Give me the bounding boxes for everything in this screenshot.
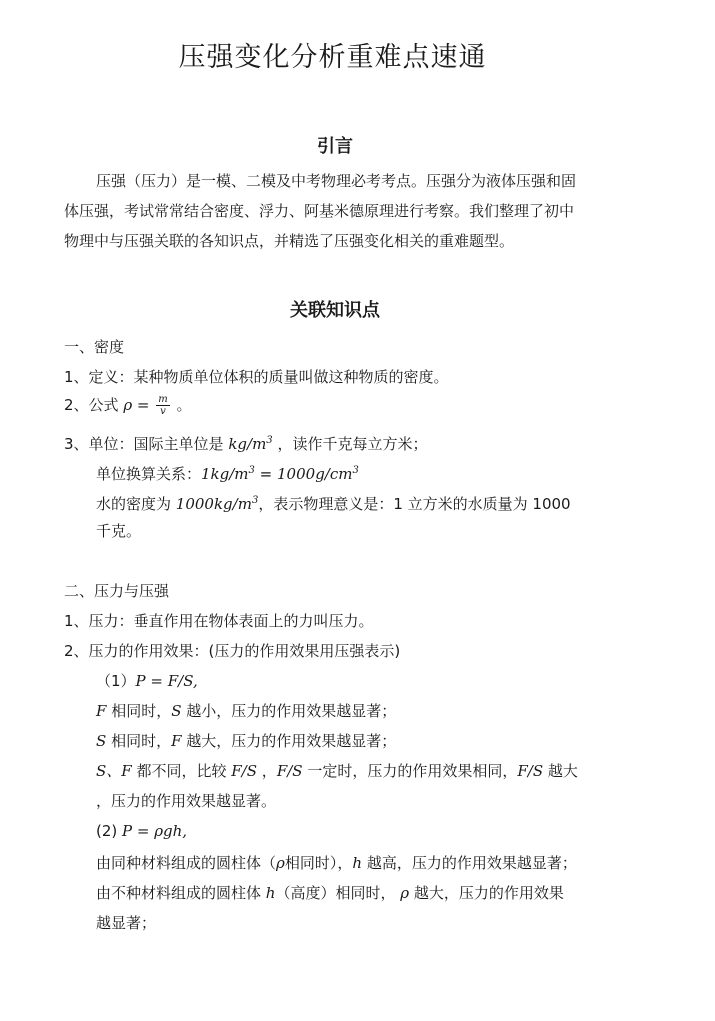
rule-line-5 (96, 882, 564, 904)
vars-s-f: S、F (96, 762, 132, 780)
rule-line-1 (96, 700, 396, 722)
unit-value-base: kg/m (228, 435, 267, 453)
rule-2-text: 越大，压力的作用效果越显著； (186, 732, 397, 750)
unit-prefix: 3、单位：国际主单位是 (64, 435, 224, 453)
conversion-b-exponent: 3 (352, 465, 359, 476)
conversion-b-base: 1000g/cm (277, 465, 353, 483)
rule-line-3 (96, 760, 578, 782)
rule-1-mid: 相同时， (111, 702, 172, 720)
density-heading: 一、密度 (64, 338, 125, 356)
rule-3-a: 都不同，比较 (136, 762, 227, 780)
unit-exponent: 3 (266, 435, 273, 446)
rule-2-mid: 相同时， (111, 732, 172, 750)
water-density-line-2: 千克。 (96, 522, 142, 540)
conversion-equals: = (254, 465, 278, 483)
water-value-base: 1000kg/m (175, 495, 252, 513)
rule-4-b: 相同时）， (284, 854, 353, 872)
formula-prefix: 2、公式 (64, 396, 119, 414)
formula-1-label: （1） (96, 672, 136, 690)
pressure-heading: 二、压力与压强 (64, 582, 170, 600)
conversion-a-exponent: 3 (248, 465, 255, 476)
var-f: F (171, 732, 182, 750)
rule-1-text: 越小，压力的作用效果越显著； (186, 702, 397, 720)
rule-line-3b: ，压力的作用效果越显著。 (96, 792, 277, 810)
water-prefix: 水的密度为 (96, 495, 172, 513)
formula-1-math: P = F/S, (135, 672, 198, 690)
var-s: S (171, 702, 182, 720)
formula-suffix: 。 (176, 396, 192, 414)
unit-conversion-line (96, 460, 359, 485)
fraction-numerator: m (158, 394, 168, 405)
formula-2-math: P = ρgh, (122, 822, 188, 840)
formula-2-line (96, 820, 187, 842)
unit-value (228, 435, 272, 453)
var-h: h (352, 854, 363, 872)
water-exponent: 3 (251, 495, 259, 506)
intro-line-1: 压强（压力）是一模、二模及中考物理必考考点。压强分为液体压强和固 (96, 172, 577, 190)
rule-4-a: 由同种材料组成的圆柱体（ (96, 854, 277, 872)
intro-line-3: 物理中与压强关联的各知识点，并精选了压强变化相关的重难题型。 (64, 232, 515, 250)
knowledge-heading: 关联知识点 (290, 300, 380, 321)
water-density-line (96, 490, 571, 515)
formula-1-line (96, 670, 198, 692)
density-fraction (156, 394, 169, 417)
rule-line-5b: 越显著； (96, 914, 157, 932)
rule-3-b: ， (261, 762, 277, 780)
conversion-a-base: 1kg/m (201, 465, 249, 483)
var-h: h (265, 884, 276, 902)
water-suffix: ，表示物理意义是：1 立方米的水质量为 1000 (258, 495, 571, 513)
conversion-a (201, 465, 255, 483)
rule-5-c: 越大，压力的作用效果 (413, 884, 564, 902)
var-rho: ρ (400, 884, 410, 902)
var-f: F (96, 702, 107, 720)
pressure-item-1: 1、压力：垂直作用在物体表面上的力叫压力。 (64, 612, 374, 630)
rule-5-b: （高度）相同时， (275, 884, 396, 902)
rule-4-c: 越高，压力的作用效果越显著； (366, 854, 577, 872)
document-title: 压强变化分析重难点速通 (178, 42, 487, 73)
pressure-item-2: 2、压力的作用效果：(压力的作用效果用压强表示) (64, 642, 401, 660)
conversion-prefix: 单位换算关系： (96, 465, 202, 483)
density-unit-line (64, 430, 427, 455)
var-rho: ρ (276, 854, 285, 872)
density-formula-line (64, 394, 192, 417)
ratio-2: F/S (276, 762, 303, 780)
fraction-denominator: v (160, 406, 166, 417)
unit-suffix: ，读作千克每立方米； (277, 435, 428, 453)
rule-line-4 (96, 852, 577, 874)
formula-2-label: (2) (96, 822, 118, 840)
ratio-3: F/S (517, 762, 544, 780)
ratio-1: F/S (231, 762, 258, 780)
conversion-b (277, 465, 359, 483)
var-s: S (96, 732, 107, 750)
rule-line-2 (96, 730, 396, 752)
rule-5-a: 由不种材料组成的圆柱体 (96, 884, 262, 902)
water-value (176, 495, 259, 513)
rule-3-c: 一定时，压力的作用效果相同， (307, 762, 518, 780)
density-definition: 1、定义：某种物质单位体积的质量叫做这种物质的密度。 (64, 368, 449, 386)
rule-3-d: 越大 (547, 762, 578, 780)
intro-line-2: 体压强，考试常常结合密度、浮力、阿基米德原理进行考察。我们整理了初中 (64, 202, 575, 220)
formula-lhs: ρ = (123, 396, 150, 414)
intro-heading: 引言 (317, 136, 353, 157)
